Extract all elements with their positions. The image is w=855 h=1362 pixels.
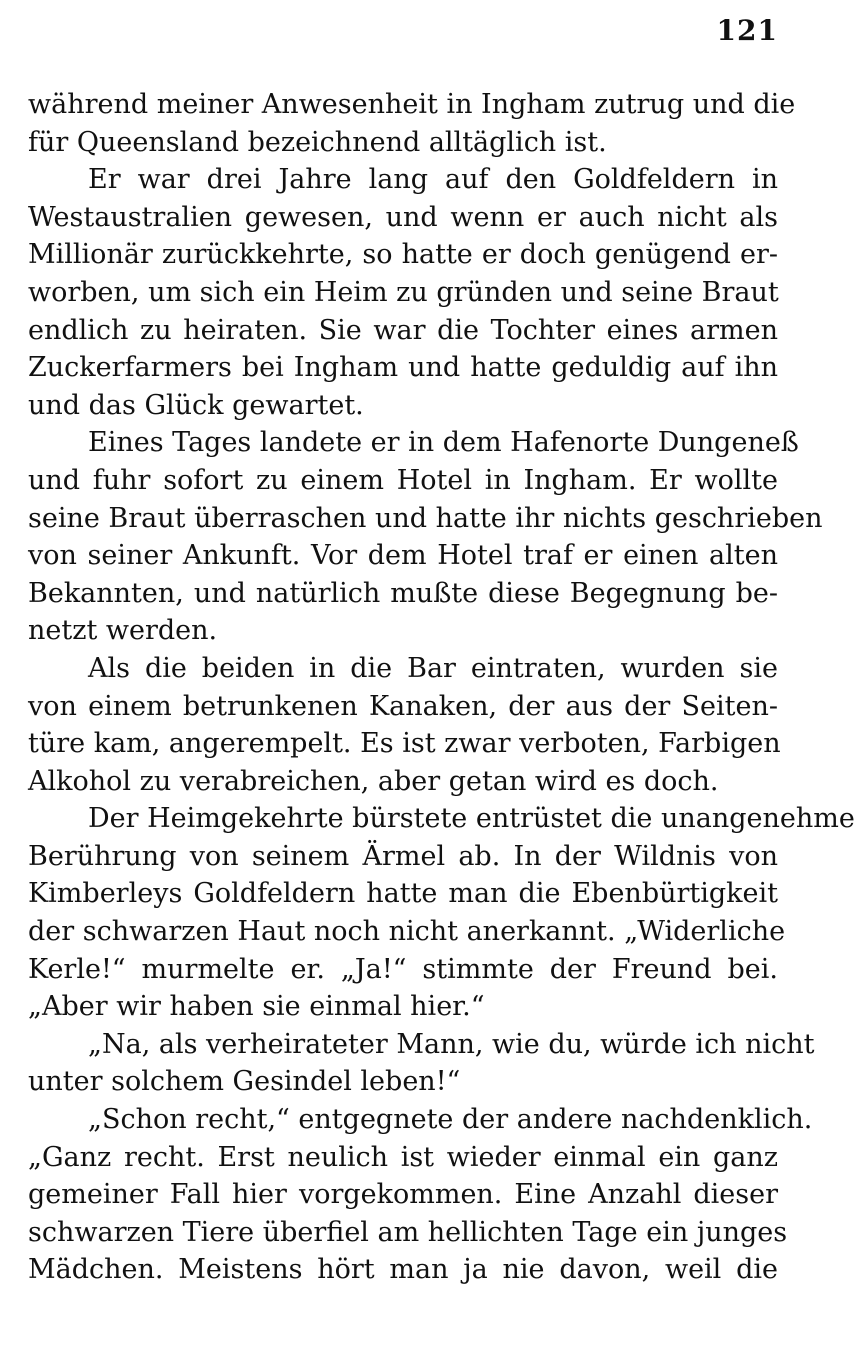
text-line: unter solchem Gesindel leben!“ bbox=[28, 1066, 461, 1098]
text-line: Bekannten, und natürlich mußte diese Begegnung be- bbox=[28, 577, 778, 609]
text-line: Eines Tages landete er in dem Hafenorte Dungeneß bbox=[88, 427, 799, 459]
text-line: türe kam, angerempelt. Es ist zwar verboten, Farbigen bbox=[28, 728, 781, 760]
text-line: „Aber wir haben sie einmal hier.“ bbox=[28, 991, 485, 1023]
text-line: Als die beiden in die Bar eintraten, wurden sie bbox=[88, 652, 778, 684]
body-text bbox=[28, 86, 855, 1289]
text-line: Berührung von seinem Ärmel ab. In der Wildnis von bbox=[28, 840, 778, 872]
text-line: für Queensland bezeichnend alltäglich ist. bbox=[28, 126, 607, 158]
text-line: der schwarzen Haut noch nicht anerkannt. „Widerliche bbox=[28, 916, 786, 948]
text-line: von einem betrunkenen Kanaken, der aus der Seiten- bbox=[28, 690, 778, 722]
text-line: Mädchen. Meistens hört man ja nie davon, weil die bbox=[28, 1254, 778, 1286]
text-line: Millionär zurückkehrte, so hatte er doch genügend er- bbox=[28, 239, 778, 271]
text-line: gemeiner Fall hier vorgekommen. Eine Anzahl dieser bbox=[28, 1179, 778, 1211]
text-line: und das Glück gewartet. bbox=[28, 389, 364, 421]
text-line: worben, um sich ein Heim zu gründen und seine Braut bbox=[28, 276, 779, 308]
text-line: „Na, als verheirateter Mann, wie du, würde ich nicht bbox=[88, 1028, 815, 1060]
page-number: 121 bbox=[716, 14, 778, 47]
text-line: Zuckerfarmers bei Ingham und hatte geduldig auf ihn bbox=[28, 352, 778, 384]
text-line: Westaustralien gewesen, und wenn er auch nicht als bbox=[28, 201, 778, 233]
text-line: Kerle!“ murmelte er. „Ja!“ stimmte der Freund bei. bbox=[28, 953, 778, 985]
text-line: netzt werden. bbox=[28, 615, 218, 647]
text-line: Alkohol zu verabreichen, aber getan wird es doch. bbox=[28, 765, 719, 797]
text-line: von seiner Ankunft. Vor dem Hotel traf er einen alten bbox=[28, 540, 778, 572]
text-line: „Schon recht,“ entgegnete der andere nachdenklich. bbox=[88, 1104, 813, 1136]
text-line: während meiner Anwesenheit in Ingham zutrug und die bbox=[28, 89, 796, 120]
text-line: endlich zu heiraten. Sie war die Tochter eines armen bbox=[28, 314, 778, 346]
text-line: Kimberleys Goldfeldern hatte man die Ebenbürtigkeit bbox=[28, 878, 778, 910]
text-line: „Ganz recht. Erst neulich ist wieder einmal ein ganz bbox=[28, 1141, 778, 1173]
text-line: und fuhr sofort zu einem Hotel in Ingham. Er wollte bbox=[28, 464, 778, 496]
text-line: Er war drei Jahre lang auf den Goldfeldern in bbox=[88, 164, 778, 196]
text-line: schwarzen Tiere überfiel am hellichten Tage ein junges bbox=[28, 1216, 788, 1248]
text-line: seine Braut überraschen und hatte ihr nichts geschrieben bbox=[28, 502, 823, 534]
text-line: Der Heimgekehrte bürstete entrüstet die unangenehme bbox=[88, 803, 855, 835]
